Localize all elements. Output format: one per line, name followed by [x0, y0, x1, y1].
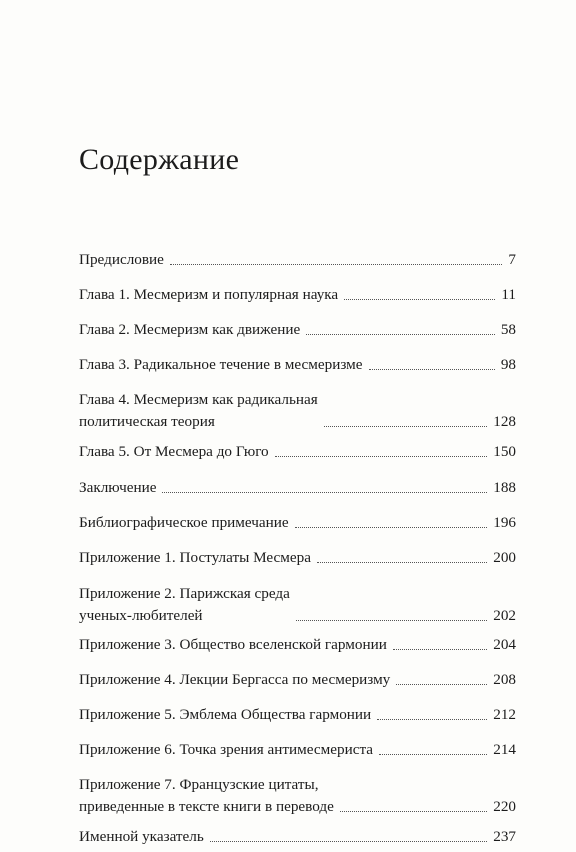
toc-entry	[79, 477, 516, 499]
toc-entry-label	[79, 389, 318, 433]
toc-entry	[79, 739, 516, 761]
toc-entry-label	[79, 774, 334, 818]
toc-entry	[79, 389, 516, 433]
dot-leader	[369, 369, 495, 370]
dot-leader	[306, 334, 495, 335]
toc-entry-label-line1: Приложение 7. Французские цитаты,	[79, 776, 319, 793]
toc-entry-label-line1: Глава 4. Месмеризм как радикальная	[79, 391, 318, 408]
toc-entry-page: 58	[500, 321, 516, 338]
toc-entry-page: 212	[493, 706, 516, 723]
toc-entry-page: 150	[493, 443, 516, 460]
toc-entry-label	[79, 583, 290, 627]
dot-leader	[340, 811, 487, 812]
toc-entry-page: 11	[501, 286, 516, 303]
dot-leader	[170, 264, 502, 265]
toc-entry-page: 128	[493, 413, 516, 430]
toc-entry-label: Глава 5. От Месмера до Гюго	[79, 443, 269, 460]
toc-entry-label-line1: Приложение 2. Парижская среда	[79, 585, 290, 602]
toc-entry-label: Глава 2. Месмеризм как движение	[79, 321, 301, 338]
toc-entry	[79, 284, 516, 306]
toc-entry-page: 237	[493, 828, 516, 845]
toc-entry-label: Библиографическое примечание	[79, 514, 289, 531]
toc-entry-label: Предисловие	[79, 251, 164, 268]
dot-leader	[324, 426, 487, 427]
toc-entry-page: 98	[500, 356, 516, 373]
toc-entry	[79, 669, 516, 691]
dot-leader	[317, 562, 487, 563]
toc-entry-label: Приложение 1. Постулаты Месмера	[79, 549, 311, 566]
toc-entry-page: 208	[493, 671, 516, 688]
toc-entry-label: Приложение 5. Эмблема Общества гармонии	[79, 706, 372, 723]
toc-entry-page: 214	[493, 741, 516, 758]
toc-entry-label: Приложение 4. Лекции Бергасса по месмеризму	[79, 671, 391, 688]
toc-entry-label: Заключение	[79, 479, 157, 496]
dot-leader	[379, 754, 487, 755]
dot-leader	[296, 620, 487, 621]
toc-entry-label: Приложение 6. Точка зрения антимесмериста	[79, 741, 374, 758]
toc-entry	[79, 826, 516, 848]
toc-entry	[79, 319, 516, 341]
dot-leader	[210, 841, 487, 842]
toc-entry-page: 196	[493, 514, 516, 531]
dot-leader	[275, 456, 488, 457]
toc-entry-page: 204	[493, 636, 516, 653]
toc-entry-page: 200	[493, 549, 516, 566]
dot-leader	[396, 684, 487, 685]
toc-entry-page: 202	[493, 607, 516, 624]
dot-leader	[344, 299, 495, 300]
toc-entry-label: Глава 3. Радикальное течение в месмеризме	[79, 356, 363, 373]
toc-entry	[79, 354, 516, 376]
toc-entry	[79, 547, 516, 569]
dot-leader	[162, 492, 487, 493]
toc-entry-label-line2: политическая теория	[79, 413, 215, 430]
toc-entry	[79, 583, 516, 627]
toc-entry-label: Именной указатель	[79, 828, 204, 845]
dot-leader	[295, 527, 488, 528]
toc-entry-page: 220	[493, 798, 516, 815]
toc-entry-page: 7	[508, 251, 516, 268]
toc-entry-label: Глава 1. Месмеризм и популярная наука	[79, 286, 339, 303]
dot-leader	[393, 649, 487, 650]
toc-entry	[79, 512, 516, 534]
toc-entry	[79, 704, 516, 726]
dot-leader	[377, 719, 487, 720]
page-title: Содержание	[79, 143, 240, 176]
toc-entry	[79, 441, 516, 463]
toc-entry	[79, 249, 516, 271]
toc-entry	[79, 774, 516, 818]
toc-entry-label-line2: ученых-любителей	[79, 607, 203, 624]
toc-entry	[79, 634, 516, 656]
toc-entry-page: 188	[493, 479, 516, 496]
toc-entry-label: Приложение 3. Общество вселенской гармонии	[79, 636, 387, 653]
toc-entry-label-line2: приведенные в тексте книги в переводе	[79, 798, 334, 815]
